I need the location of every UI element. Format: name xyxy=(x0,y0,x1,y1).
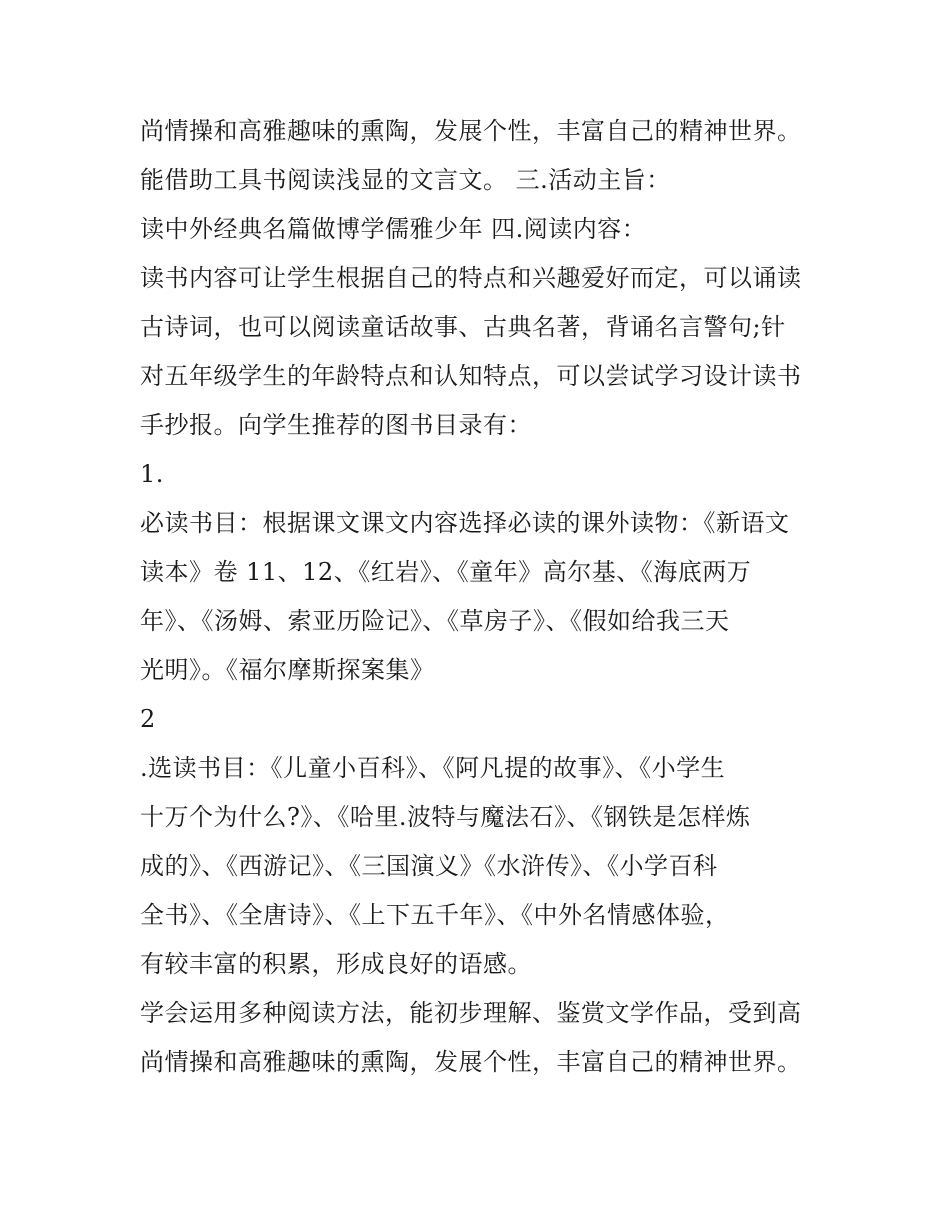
text-line: 学会运用多种阅读方法，能初步理解、鉴赏文学作品，受到高 xyxy=(140,999,802,1027)
text-line: 年》、《汤姆、索亚历险记》、《草房子》、《假如给我三天 xyxy=(140,607,730,635)
text-line: .选读书目：《儿童小百科》、《阿凡提的故事》、《小学生 xyxy=(140,754,726,782)
list-number: 2 xyxy=(140,705,156,733)
text-line: 尚情操和高雅趣味的熏陶，发展个性，丰富自己的精神世界。 xyxy=(140,1048,802,1076)
text-line: 读本》卷 11、12、《红岩》、《童年》高尔基、《海底两万 xyxy=(140,558,752,586)
text-line: 古诗词，也可以阅读童话故事、古典名著，背诵名言警句;针 xyxy=(140,313,786,341)
text-line: 对五年级学生的年龄特点和认知特点，可以尝试学习设计读书 xyxy=(140,362,802,390)
text-line: 十万个为什么?》、《哈里.波特与魔法石》、《钢铁是怎样炼 xyxy=(140,803,751,831)
text-line: 成的》、《西游记》、《三国演义》《水浒传》、《小学百科 xyxy=(140,852,718,880)
text-line: 能借助工具书阅读浅显的文言文。 三.活动主旨： xyxy=(140,166,671,194)
text-line: 光明》。《福尔摩斯探案集》 xyxy=(140,656,435,684)
text-line: 读中外经典名篇做博学儒雅少年 四.阅读内容： xyxy=(140,215,647,243)
text-line: 尚情操和高雅趣味的熏陶，发展个性，丰富自己的精神世界。 xyxy=(140,117,802,145)
text-line: 手抄报。向学生推荐的图书目录有： xyxy=(140,411,532,439)
text-line: 全书》、《全唐诗》、《上下五千年》、《中外名情感体验， xyxy=(140,901,730,929)
list-number: 1. xyxy=(140,460,164,488)
text-line: 有较丰富的积累，形成良好的语感。 xyxy=(140,950,532,978)
text-line: 必读书目：根据课文课文内容选择必读的课外读物：《新语文 xyxy=(140,509,790,537)
text-line: 读书内容可让学生根据自己的特点和兴趣爱好而定，可以诵读 xyxy=(140,264,802,292)
document-body xyxy=(140,107,820,1087)
